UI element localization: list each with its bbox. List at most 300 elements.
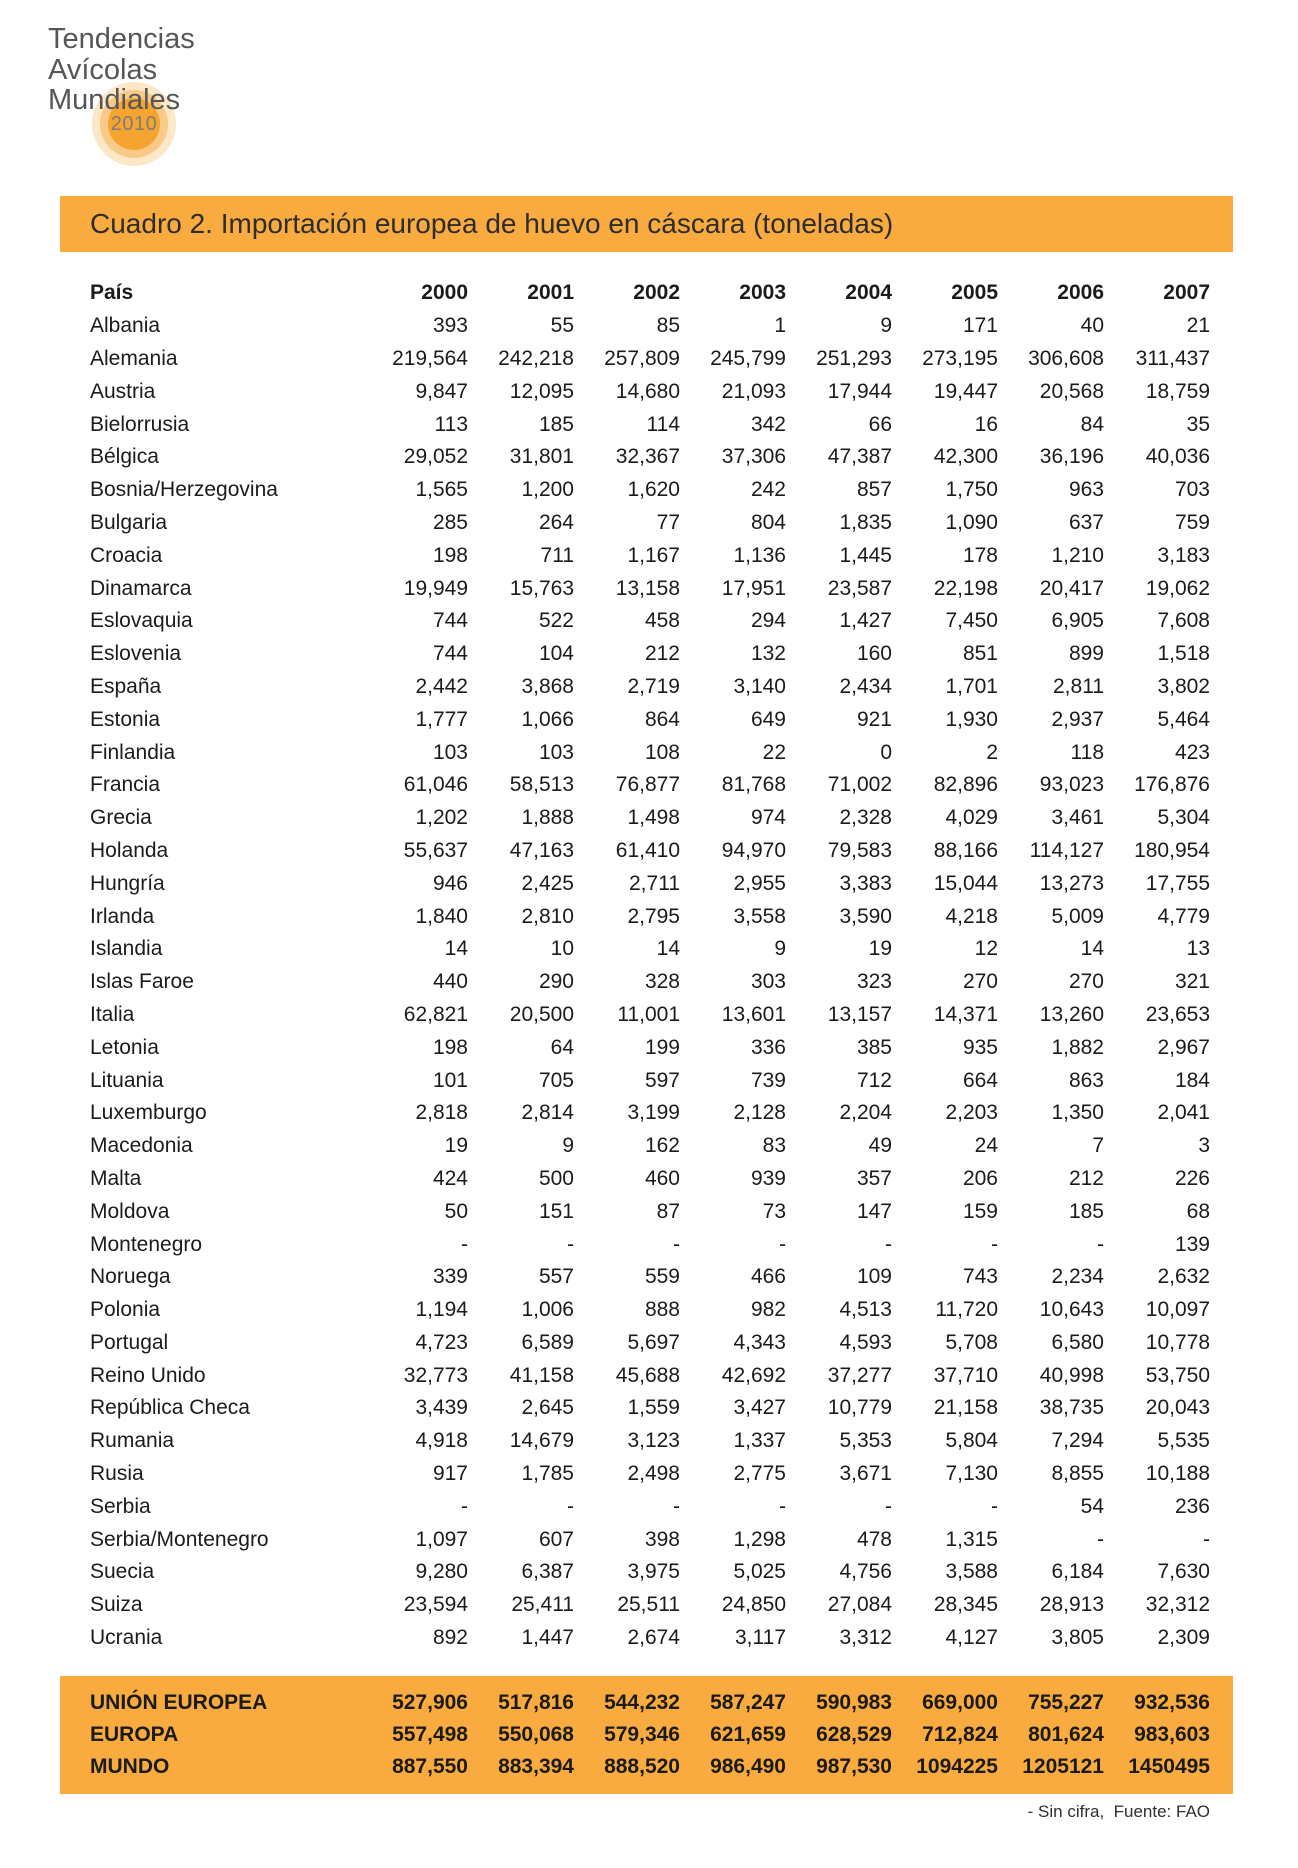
summary-value-cell: 1094225	[916, 1754, 998, 1778]
value-cell: 4,723	[415, 1330, 468, 1354]
table-row	[60, 769, 1210, 802]
value-cell: 132	[750, 642, 786, 666]
value-cell: 1,167	[627, 543, 680, 567]
value-cell: 522	[538, 609, 574, 633]
value-cell: 71,002	[827, 773, 892, 797]
table-row	[60, 605, 1210, 638]
value-cell: 242,218	[498, 346, 574, 370]
value-cell: 3,183	[1157, 543, 1210, 567]
value-cell: 1,498	[627, 806, 680, 830]
value-cell: 10,097	[1145, 1298, 1210, 1322]
value-cell: 1,194	[415, 1298, 468, 1322]
country-cell: Francia	[90, 773, 161, 797]
value-cell: 19,447	[933, 379, 998, 403]
country-cell: Malta	[90, 1166, 142, 1190]
value-cell: 13,601	[721, 1002, 786, 1026]
value-cell: -	[1097, 1527, 1104, 1551]
value-cell: 2,818	[415, 1101, 468, 1125]
summary-value-cell: 517,816	[498, 1691, 574, 1715]
value-cell: 20,417	[1039, 576, 1104, 600]
value-cell: 703	[1174, 478, 1210, 502]
value-cell: 16	[974, 412, 998, 436]
value-cell: 212	[1068, 1166, 1104, 1190]
value-cell: 2,811	[1053, 674, 1104, 698]
value-cell: 557	[538, 1265, 574, 1289]
table-row	[60, 802, 1210, 835]
country-cell: Ucrania	[90, 1626, 163, 1650]
summary-row	[60, 1751, 1210, 1783]
value-cell: 212	[644, 642, 680, 666]
table-row	[60, 1064, 1210, 1097]
table-row	[60, 408, 1210, 441]
value-cell: 40	[1080, 314, 1104, 338]
value-cell: 4,513	[839, 1298, 892, 1322]
value-cell: 81,768	[721, 773, 786, 797]
value-cell: 946	[432, 871, 468, 895]
value-cell: 101	[432, 1068, 468, 1092]
summary-value-cell: 801,624	[1028, 1723, 1104, 1746]
value-cell: 19	[868, 937, 892, 961]
country-cell: Eslovaquia	[90, 609, 193, 633]
value-cell: 1,447	[521, 1626, 574, 1650]
value-cell: 94,970	[721, 838, 786, 862]
country-cell: Polonia	[90, 1298, 161, 1322]
value-cell: 5,009	[1051, 904, 1104, 928]
value-cell: 2,442	[415, 674, 468, 698]
value-cell: 25,511	[617, 1593, 680, 1617]
value-cell: -	[1203, 1527, 1210, 1551]
value-cell: 342	[750, 412, 786, 436]
table-row	[60, 1261, 1210, 1294]
value-cell: 3	[1198, 1134, 1210, 1158]
value-cell: 1,750	[945, 478, 998, 502]
summary-value-cell: 544,232	[604, 1691, 680, 1715]
value-cell: 5,804	[945, 1429, 998, 1453]
table-header-row	[60, 277, 1210, 310]
value-cell: 11,001	[617, 1002, 680, 1026]
value-cell: 4,218	[945, 904, 998, 928]
summary-value-cell: 587,247	[710, 1691, 786, 1715]
value-cell: -	[461, 1232, 468, 1256]
table-row	[60, 638, 1210, 671]
value-cell: 3,117	[735, 1626, 786, 1650]
value-cell: 113	[434, 412, 468, 436]
year-header: 2007	[1163, 281, 1210, 305]
value-cell: 37,277	[827, 1363, 892, 1387]
value-cell: 1,066	[521, 707, 574, 731]
value-cell: 2,328	[839, 806, 892, 830]
value-cell: 139	[1174, 1232, 1210, 1256]
value-cell: 38,735	[1039, 1396, 1104, 1420]
value-cell: 104	[538, 642, 574, 666]
value-cell: 864	[644, 707, 680, 731]
value-cell: 25,411	[511, 1593, 574, 1617]
year-header: 2000	[421, 281, 468, 305]
country-cell: Grecia	[90, 806, 152, 830]
summary-row	[60, 1719, 1210, 1751]
value-cell: 185	[1068, 1199, 1104, 1223]
value-cell: 28,913	[1039, 1593, 1104, 1617]
value-cell: 2,425	[521, 871, 574, 895]
value-cell: 4,779	[1157, 904, 1210, 928]
value-cell: 466	[750, 1265, 786, 1289]
value-cell: 559	[644, 1265, 680, 1289]
value-cell: 3,671	[839, 1462, 892, 1486]
table-row	[60, 1130, 1210, 1163]
value-cell: 198	[432, 1035, 468, 1059]
country-cell: Eslovenia	[90, 642, 182, 666]
country-cell: Holanda	[90, 838, 169, 862]
value-cell: 294	[750, 609, 786, 633]
value-cell: 3,140	[733, 674, 786, 698]
value-cell: 103	[538, 740, 574, 764]
value-cell: 12,095	[509, 379, 574, 403]
value-cell: 705	[538, 1068, 574, 1092]
value-cell: 73	[762, 1199, 786, 1223]
publication-logo	[48, 24, 308, 194]
value-cell: 93,023	[1039, 773, 1104, 797]
country-cell: Portugal	[90, 1330, 169, 1354]
value-cell: 1,202	[415, 806, 468, 830]
value-cell: 7	[1092, 1134, 1104, 1158]
summary-value-cell: 1450495	[1128, 1754, 1210, 1778]
value-cell: 24	[974, 1134, 998, 1158]
value-cell: 13,158	[615, 576, 680, 600]
value-cell: 3,461	[1051, 806, 1104, 830]
value-cell: 1,315	[945, 1527, 998, 1551]
value-cell: 2	[986, 740, 998, 764]
table-row	[60, 1458, 1210, 1491]
value-cell: 45,688	[615, 1363, 680, 1387]
value-cell: 4,343	[733, 1330, 786, 1354]
value-cell: 939	[750, 1166, 786, 1190]
value-cell: 64	[550, 1035, 574, 1059]
country-cell: Macedonia	[90, 1134, 193, 1158]
value-cell: 83	[762, 1134, 786, 1158]
table-row	[60, 966, 1210, 999]
summary-value-cell: 983,603	[1134, 1723, 1210, 1746]
value-cell: 1,785	[521, 1462, 574, 1486]
table-row	[60, 474, 1210, 507]
value-cell: 62,821	[403, 1002, 468, 1026]
value-cell: 76,877	[615, 773, 680, 797]
value-cell: 6,580	[1051, 1330, 1104, 1354]
value-cell: 40,998	[1039, 1363, 1104, 1387]
value-cell: 7,130	[945, 1462, 998, 1486]
value-cell: 257,809	[604, 346, 680, 370]
summary-value-cell: 1205121	[1022, 1754, 1104, 1778]
table-row	[60, 1589, 1210, 1622]
table-row	[60, 507, 1210, 540]
value-cell: 3,802	[1157, 674, 1210, 698]
value-cell: 273,195	[922, 346, 998, 370]
year-header: 2004	[845, 281, 892, 305]
table-row	[60, 1425, 1210, 1458]
value-cell: 637	[1068, 510, 1104, 534]
value-cell: 3,558	[733, 904, 786, 928]
value-cell: 6,184	[1051, 1560, 1104, 1584]
value-cell: 3,199	[627, 1101, 680, 1125]
table-row	[60, 1392, 1210, 1425]
value-cell: 15,763	[509, 576, 574, 600]
value-cell: 9	[774, 937, 786, 961]
value-cell: 4,127	[945, 1626, 998, 1650]
value-cell: -	[673, 1232, 680, 1256]
value-cell: -	[779, 1232, 786, 1256]
value-cell: 8,855	[1051, 1462, 1104, 1486]
value-cell: 14,371	[933, 1002, 998, 1026]
value-cell: 357	[856, 1166, 892, 1190]
value-cell: 50	[444, 1199, 468, 1223]
country-cell: Finlandia	[90, 740, 176, 764]
value-cell: 393	[432, 314, 468, 338]
value-cell: 20,500	[509, 1002, 574, 1026]
table-title: Cuadro 2. Importación europea de huevo en cáscara (toneladas)	[90, 208, 894, 239]
value-cell: 2,955	[733, 871, 786, 895]
value-cell: 151	[538, 1199, 574, 1223]
value-cell: 1,840	[415, 904, 468, 928]
value-cell: 290	[538, 970, 574, 994]
value-cell: 5,025	[733, 1560, 786, 1584]
value-cell: 2,795	[627, 904, 680, 928]
country-cell: Luxemburgo	[90, 1101, 207, 1125]
value-cell: -	[461, 1494, 468, 1518]
value-cell: 184	[1174, 1068, 1210, 1092]
table-row	[60, 441, 1210, 474]
value-cell: 888	[644, 1298, 680, 1322]
value-cell: 1,620	[627, 478, 680, 502]
value-cell: 899	[1068, 642, 1104, 666]
value-cell: 118	[1070, 740, 1104, 764]
value-cell: 5,708	[945, 1330, 998, 1354]
value-cell: 2,937	[1051, 707, 1104, 731]
summary-value-cell: 579,346	[604, 1723, 680, 1746]
value-cell: 270	[962, 970, 998, 994]
summary-value-cell: 755,227	[1028, 1691, 1104, 1715]
value-cell: 47,163	[509, 838, 574, 862]
value-cell: 3,590	[839, 904, 892, 928]
value-cell: 424	[432, 1166, 468, 1190]
value-cell: 3,805	[1051, 1626, 1104, 1650]
value-cell: -	[885, 1232, 892, 1256]
summary-value-cell: 621,659	[710, 1723, 786, 1746]
value-cell: 2,967	[1157, 1035, 1210, 1059]
value-cell: 3,123	[627, 1429, 680, 1453]
value-cell: 1,777	[415, 707, 468, 731]
value-cell: 311,437	[1135, 346, 1210, 370]
value-cell: 226	[1174, 1166, 1210, 1190]
summary-value-cell: 987,530	[816, 1754, 892, 1778]
year-header: 2006	[1057, 281, 1104, 305]
value-cell: 4,918	[415, 1429, 468, 1453]
value-cell: 1,200	[521, 478, 574, 502]
import-table-wrap	[60, 277, 1210, 1654]
value-cell: 321	[1174, 970, 1210, 994]
value-cell: 2,203	[945, 1101, 998, 1125]
value-cell: 58,513	[509, 773, 574, 797]
value-cell: 13,157	[827, 1002, 892, 1026]
value-cell: 917	[432, 1462, 468, 1486]
value-cell: 1,136	[733, 543, 786, 567]
value-cell: 2,632	[1157, 1265, 1210, 1289]
value-cell: 863	[1068, 1068, 1104, 1092]
summary-value-cell: 669,000	[922, 1691, 998, 1715]
summary-value-cell: 712,824	[922, 1723, 998, 1746]
summary-value-cell: 883,394	[498, 1754, 574, 1778]
value-cell: 2,775	[733, 1462, 786, 1486]
value-cell: 857	[856, 478, 892, 502]
value-cell: 478	[856, 1527, 892, 1551]
country-cell: Moldova	[90, 1199, 170, 1223]
value-cell: 1,427	[839, 609, 892, 633]
summary-label-cell: EUROPA	[90, 1723, 179, 1746]
value-cell: 61,410	[615, 838, 680, 862]
summary-label-cell: UNIÓN EUROPEA	[90, 1691, 268, 1715]
value-cell: 2,041	[1157, 1101, 1210, 1125]
country-cell: Austria	[90, 379, 156, 403]
value-cell: 42,692	[721, 1363, 786, 1387]
country-cell: Islas Faroe	[90, 970, 194, 994]
value-cell: 236	[1174, 1494, 1210, 1518]
country-cell: República Checa	[90, 1396, 250, 1420]
value-cell: 6,905	[1051, 609, 1104, 633]
logo-title-line2: Avícolas	[48, 53, 158, 86]
value-cell: 3,868	[521, 674, 574, 698]
value-cell: 147	[856, 1199, 892, 1223]
value-cell: 3,439	[415, 1396, 468, 1420]
year-header: 2001	[527, 281, 574, 305]
value-cell: -	[567, 1232, 574, 1256]
value-cell: 11,720	[935, 1298, 998, 1322]
value-cell: 2,128	[733, 1101, 786, 1125]
summary-row	[60, 1688, 1210, 1720]
value-cell: 743	[962, 1265, 998, 1289]
value-cell: 1,559	[627, 1396, 680, 1420]
value-cell: 1,090	[945, 510, 998, 534]
value-cell: 264	[538, 510, 574, 534]
value-cell: 6,387	[521, 1560, 574, 1584]
value-cell: 892	[432, 1626, 468, 1650]
value-cell: 54	[1080, 1494, 1104, 1518]
value-cell: 14,680	[615, 379, 680, 403]
logo-title-line1: Tendencias	[48, 23, 195, 55]
value-cell: 851	[962, 642, 998, 666]
value-cell: 963	[1068, 478, 1104, 502]
summary-value-cell: 550,068	[498, 1723, 574, 1746]
table-row	[60, 310, 1210, 343]
value-cell: 5,697	[627, 1330, 680, 1354]
value-cell: 22,198	[933, 576, 998, 600]
value-cell: 31,801	[509, 445, 574, 469]
value-cell: 21,093	[721, 379, 786, 403]
value-cell: 14	[1080, 937, 1104, 961]
value-cell: 14	[444, 937, 468, 961]
value-cell: 20,043	[1145, 1396, 1210, 1420]
value-cell: -	[991, 1232, 998, 1256]
country-cell: Alemania	[90, 346, 178, 370]
value-cell: 3,975	[627, 1560, 680, 1584]
country-cell: Albania	[90, 314, 161, 338]
value-cell: 171	[962, 314, 998, 338]
value-cell: 10,779	[827, 1396, 892, 1420]
value-cell: 4,756	[839, 1560, 892, 1584]
value-cell: 1,565	[415, 478, 468, 502]
value-cell: 17,944	[827, 379, 892, 403]
value-cell: 303	[750, 970, 786, 994]
value-cell: 53,750	[1145, 1363, 1210, 1387]
value-cell: 68	[1186, 1199, 1210, 1223]
value-cell: 27,084	[827, 1593, 892, 1617]
table-row	[60, 572, 1210, 605]
value-cell: 19,949	[403, 576, 468, 600]
value-cell: 77	[656, 510, 680, 534]
table-row	[60, 1556, 1210, 1589]
value-cell: 336	[750, 1035, 786, 1059]
table-row	[60, 375, 1210, 408]
country-cell: Lituania	[90, 1068, 164, 1092]
value-cell: 9	[880, 314, 892, 338]
value-cell: 982	[750, 1298, 786, 1322]
country-cell: Irlanda	[90, 904, 155, 928]
value-cell: 4,029	[945, 806, 998, 830]
country-cell: España	[90, 674, 162, 698]
summary-value-cell: 557,498	[392, 1723, 468, 1746]
value-cell: 88,166	[933, 838, 998, 862]
value-cell: 176,876	[1134, 773, 1210, 797]
import-table	[60, 277, 1210, 1654]
table-row	[60, 867, 1210, 900]
value-cell: 2,309	[1157, 1626, 1210, 1650]
value-cell: 458	[644, 609, 680, 633]
value-cell: 2,810	[521, 904, 574, 928]
value-cell: 7,294	[1051, 1429, 1104, 1453]
value-cell: 1,298	[733, 1527, 786, 1551]
country-header: País	[90, 281, 134, 305]
value-cell: 1,006	[521, 1298, 574, 1322]
year-header: 2005	[951, 281, 998, 305]
value-cell: 6,589	[521, 1330, 574, 1354]
value-cell: 1,930	[945, 707, 998, 731]
value-cell: 1,882	[1051, 1035, 1104, 1059]
value-cell: 12	[974, 937, 998, 961]
country-cell: Italia	[90, 1002, 135, 1026]
value-cell: 32,773	[403, 1363, 468, 1387]
value-cell: 1,337	[733, 1429, 786, 1453]
value-cell: 13	[1186, 937, 1210, 961]
value-cell: 114	[646, 412, 680, 436]
table-row	[60, 1228, 1210, 1261]
value-cell: 270	[1068, 970, 1104, 994]
table-row	[60, 1359, 1210, 1392]
value-cell: 3,383	[839, 871, 892, 895]
value-cell: 28,345	[933, 1593, 998, 1617]
value-cell: 17,951	[721, 576, 786, 600]
country-cell: Croacia	[90, 543, 163, 567]
value-cell: 199	[644, 1035, 680, 1059]
value-cell: 180,954	[1134, 838, 1210, 862]
value-cell: 36,196	[1039, 445, 1104, 469]
value-cell: 328	[644, 970, 680, 994]
table-row	[60, 999, 1210, 1032]
value-cell: 35	[1186, 412, 1210, 436]
value-cell: 921	[856, 707, 892, 731]
value-cell: 108	[644, 740, 680, 764]
value-cell: 7,608	[1157, 609, 1210, 633]
value-cell: -	[779, 1494, 786, 1518]
table-row	[60, 835, 1210, 868]
value-cell: 804	[750, 510, 786, 534]
summary-band	[60, 1676, 1233, 1794]
